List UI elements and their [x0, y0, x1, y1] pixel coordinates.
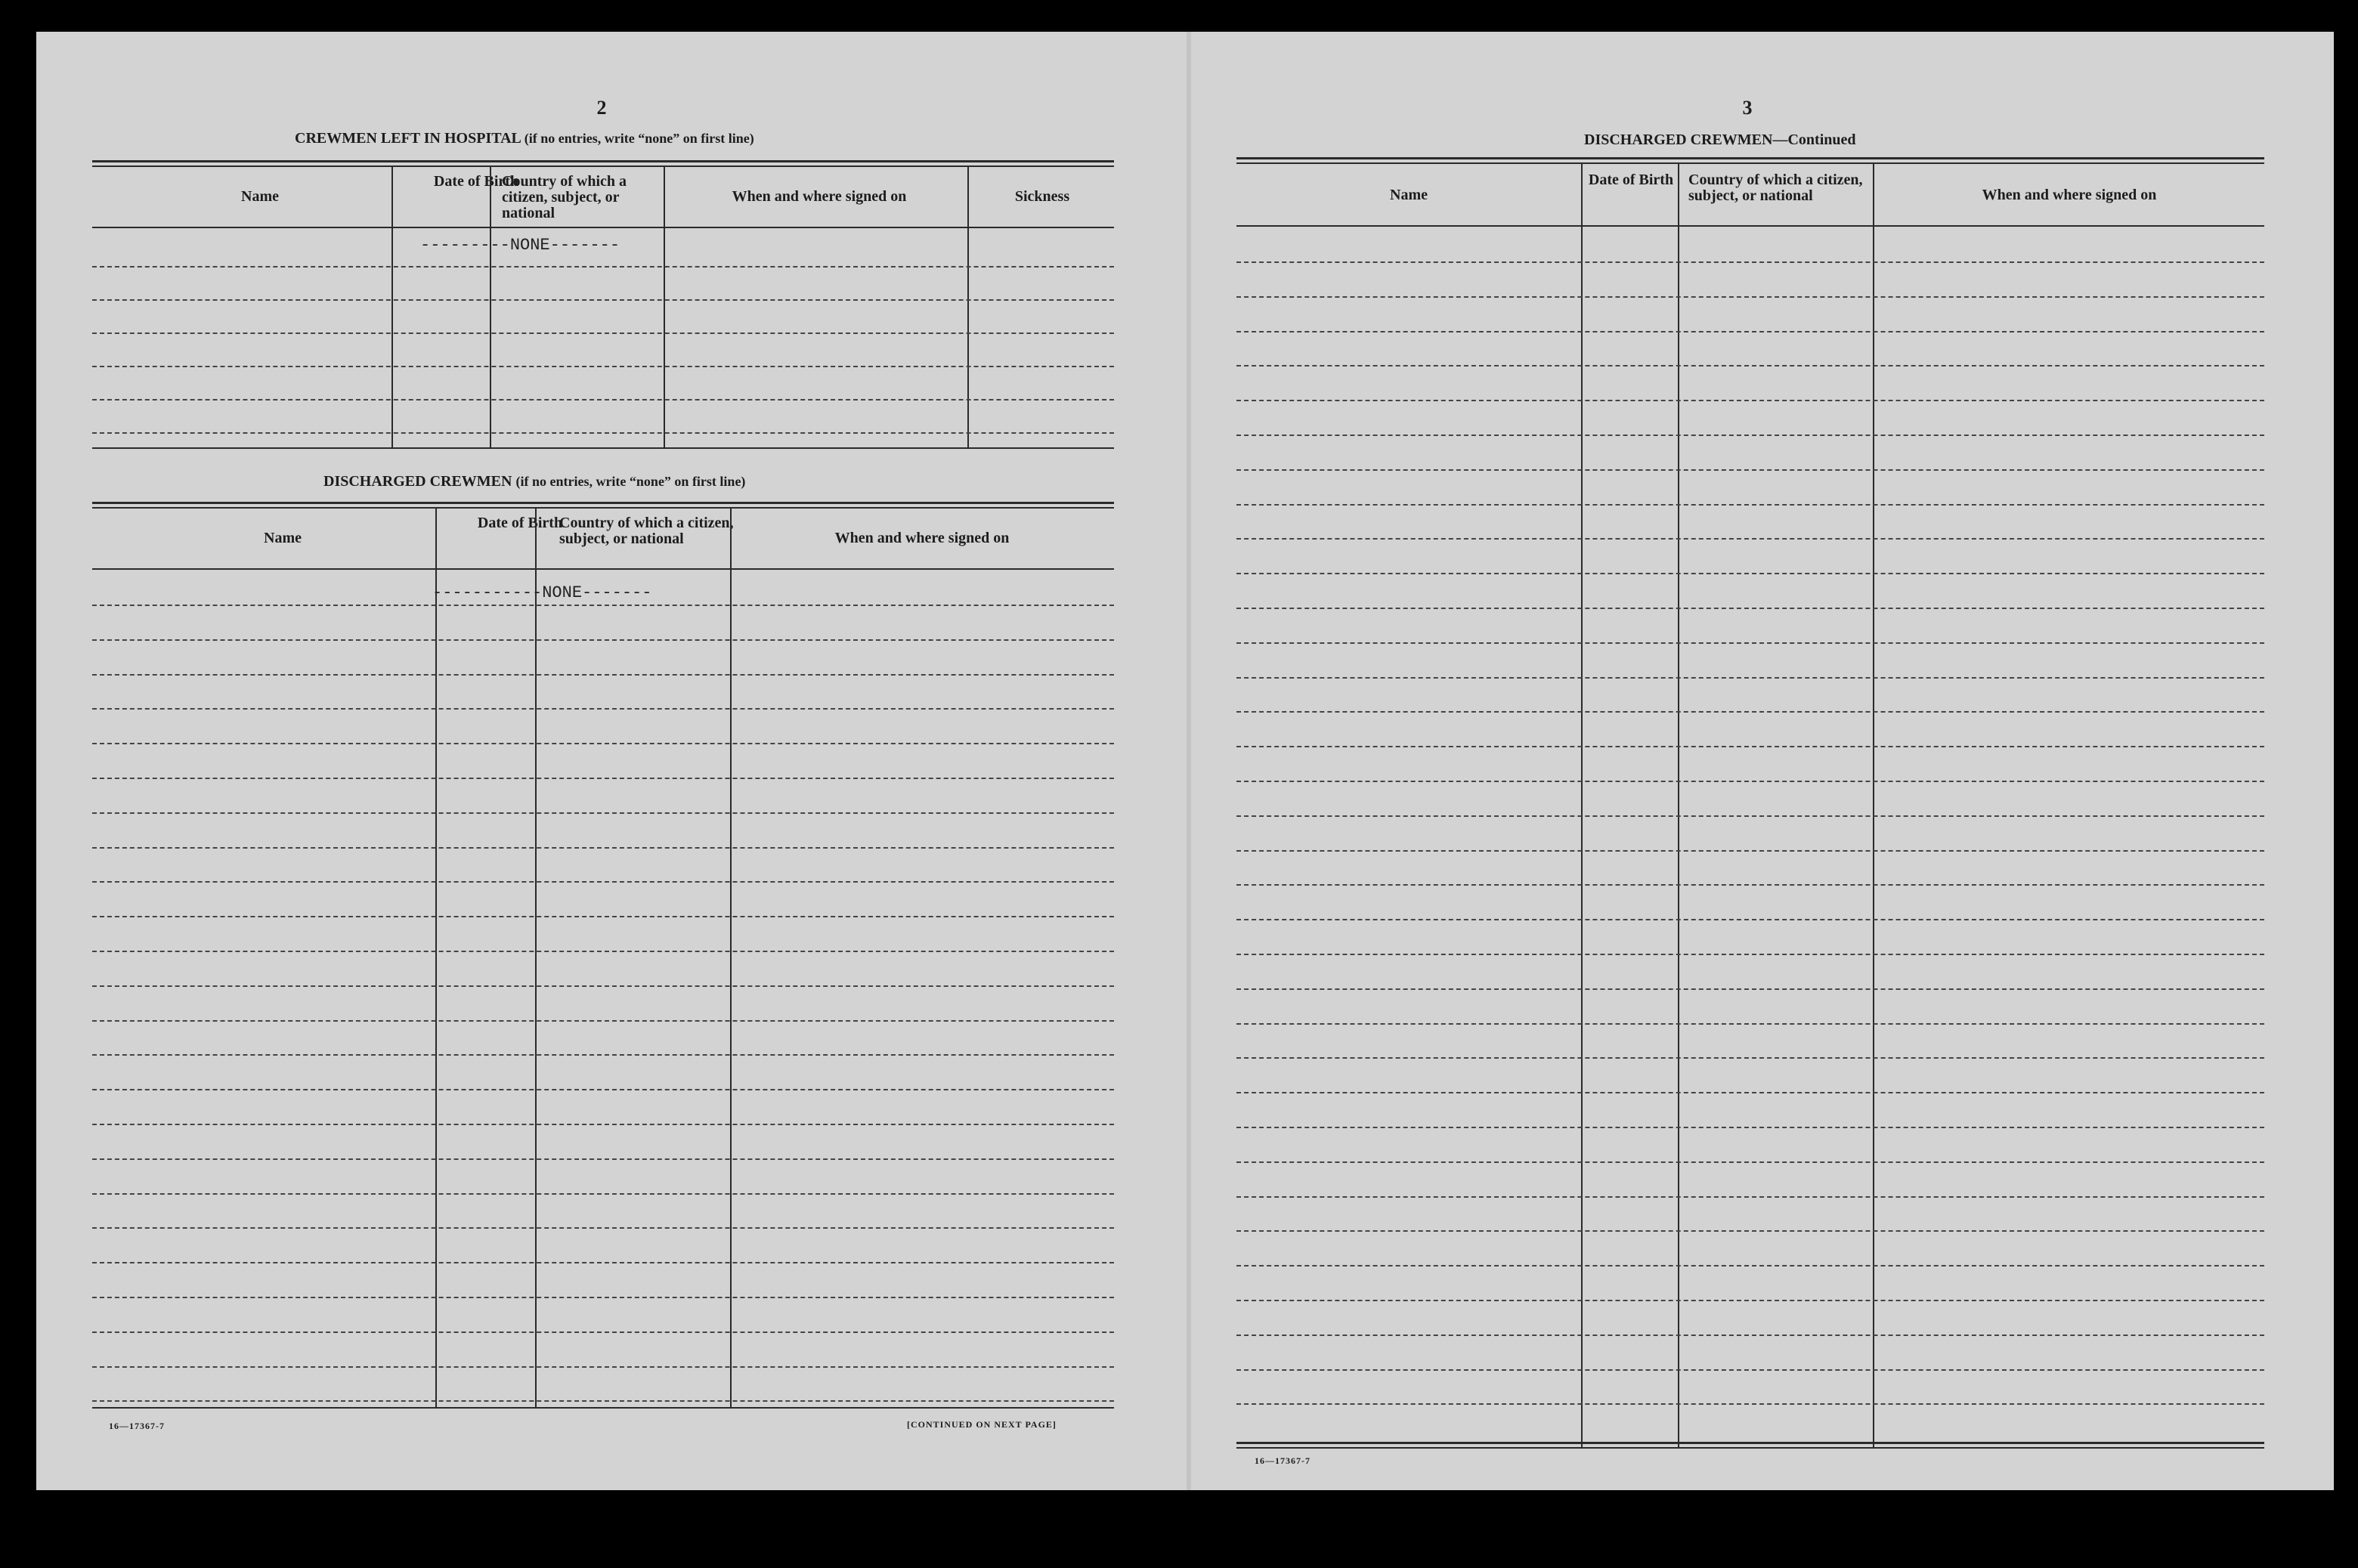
right-line-14: [1236, 711, 2264, 713]
discharged-line-19: [92, 1227, 1114, 1229]
discharged-title-text: DISCHARGED CREWMEN: [323, 473, 512, 490]
right-line-18: [1236, 850, 2264, 852]
right-line-31: [1236, 1300, 2264, 1301]
right-vline-3: [1873, 163, 1874, 1448]
discharged-line-3: [92, 674, 1114, 676]
discharged-line-15: [92, 1089, 1114, 1090]
discharged-col-name: Name: [264, 530, 302, 546]
hospital-header-rule: [92, 227, 1114, 228]
discharged-line-2: [92, 639, 1114, 641]
discharged-bottom-rule: [92, 1407, 1114, 1409]
right-line-33: [1236, 1369, 2264, 1371]
form-number-left: 16—17367-7: [109, 1421, 165, 1431]
hospital-bottom-rule: [92, 447, 1114, 449]
hospital-entry-none: ---------NONE-------: [420, 236, 620, 255]
hospital-col-name: Name: [241, 188, 279, 205]
right-line-28: [1236, 1196, 2264, 1198]
hospital-line-2: [92, 299, 1114, 301]
discharged-col-country: Country of which a citizen, subject, or national: [559, 515, 734, 547]
discharged-header-rule: [92, 568, 1114, 570]
hospital-col-signed: When and where signed on: [732, 188, 907, 205]
right-line-32: [1236, 1335, 2264, 1336]
hospital-vline-1: [391, 166, 393, 449]
discharged-line-6: [92, 778, 1114, 779]
form-number-right: 16—17367-7: [1255, 1455, 1311, 1466]
discharged-line-14: [92, 1054, 1114, 1056]
right-col-signed: When and where signed on: [1982, 187, 2157, 203]
page-fold: [1187, 32, 1191, 1490]
discharged-top-rule: [92, 502, 1114, 504]
discharged-line-13: [92, 1020, 1114, 1022]
right-line-1: [1236, 261, 2264, 263]
right-line-17: [1236, 815, 2264, 817]
discharged-line-12: [92, 985, 1114, 987]
right-vline-1: [1581, 163, 1583, 1448]
discharged-line-18: [92, 1193, 1114, 1195]
right-line-3: [1236, 331, 2264, 332]
right-vline-2: [1678, 163, 1679, 1448]
discharged-line-24: [92, 1400, 1114, 1402]
right-section-title: DISCHARGED CREWMEN—Continued: [1584, 131, 1856, 148]
right-line-10: [1236, 573, 2264, 574]
continued-note: [CONTINUED ON NEXT PAGE]: [907, 1419, 1057, 1430]
discharged-vline-3: [730, 508, 732, 1409]
discharged-col-signed: When and where signed on: [834, 530, 1010, 546]
discharged-vline-2: [535, 508, 537, 1409]
right-top-rule: [1236, 157, 2264, 159]
right-line-2: [1236, 296, 2264, 298]
right-line-5: [1236, 400, 2264, 401]
page-number-right: 3: [1742, 97, 1753, 119]
discharged-line-10: [92, 916, 1114, 917]
right-col-name: Name: [1390, 187, 1428, 203]
discharged-line-8: [92, 847, 1114, 849]
right-line-22: [1236, 988, 2264, 990]
hospital-col-country: Country of which a citizen, subject, or national: [502, 173, 627, 221]
right-line-8: [1236, 504, 2264, 506]
hospital-vline-2: [490, 166, 491, 449]
right-line-9: [1236, 538, 2264, 540]
discharged-line-20: [92, 1262, 1114, 1263]
discharged-line-21: [92, 1297, 1114, 1298]
right-col-dob: Date of Birth: [1588, 172, 1674, 188]
right-line-13: [1236, 677, 2264, 679]
discharged-line-9: [92, 881, 1114, 883]
discharged-line-16: [92, 1124, 1114, 1125]
right-col-country: Country of which a citizen, subject, or national: [1688, 172, 1863, 204]
hospital-vline-4: [967, 166, 969, 449]
right-line-25: [1236, 1092, 2264, 1093]
discharged-line-22: [92, 1331, 1114, 1333]
discharged-vline-1: [435, 508, 437, 1409]
right-bottom-rule: [1236, 1442, 2264, 1444]
discharged-line-4: [92, 708, 1114, 710]
discharged-col-dob: Date of Birth: [477, 515, 563, 531]
right-line-12: [1236, 642, 2264, 644]
right-line-7: [1236, 469, 2264, 471]
discharged-title-note: (if no entries, write “none” on first line): [515, 474, 746, 489]
discharged-line-7: [92, 812, 1114, 814]
page-number-left: 2: [596, 97, 607, 119]
discharged-line-23: [92, 1366, 1114, 1368]
hospital-line-1: [92, 266, 1114, 268]
hospital-title-text: CREWMEN LEFT IN HOSPITAL: [295, 130, 521, 147]
right-line-27: [1236, 1161, 2264, 1163]
right-line-4: [1236, 365, 2264, 366]
right-line-11: [1236, 608, 2264, 609]
right-line-26: [1236, 1127, 2264, 1128]
discharged-line-11: [92, 951, 1114, 952]
hospital-vline-3: [664, 166, 665, 449]
hospital-top-rule: [92, 160, 1114, 162]
hospital-line-5: [92, 399, 1114, 401]
right-line-20: [1236, 919, 2264, 920]
hospital-line-3: [92, 332, 1114, 334]
right-line-34: [1236, 1403, 2264, 1405]
discharged-entry-none: -----------NONE-------: [432, 583, 652, 602]
right-line-16: [1236, 781, 2264, 782]
hospital-col-sickness: Sickness: [1014, 188, 1070, 205]
right-line-23: [1236, 1023, 2264, 1025]
discharged-line-5: [92, 743, 1114, 744]
discharged-section-title: [323, 473, 745, 490]
hospital-title-note: (if no entries, write “none” on first line): [524, 131, 754, 146]
discharged-line-17: [92, 1158, 1114, 1160]
right-line-19: [1236, 884, 2264, 886]
hospital-section-title: [295, 130, 754, 147]
right-line-24: [1236, 1057, 2264, 1059]
hospital-col-dob: Date of Birth: [433, 173, 519, 190]
hospital-line-4: [92, 366, 1114, 367]
right-header-rule: [1236, 225, 2264, 227]
discharged-line-1: [92, 605, 1114, 606]
right-line-30: [1236, 1265, 2264, 1266]
document-sheet: [36, 32, 2334, 1490]
right-line-15: [1236, 746, 2264, 747]
right-line-21: [1236, 954, 2264, 955]
right-line-29: [1236, 1230, 2264, 1232]
right-line-6: [1236, 435, 2264, 436]
hospital-line-6: [92, 432, 1114, 434]
